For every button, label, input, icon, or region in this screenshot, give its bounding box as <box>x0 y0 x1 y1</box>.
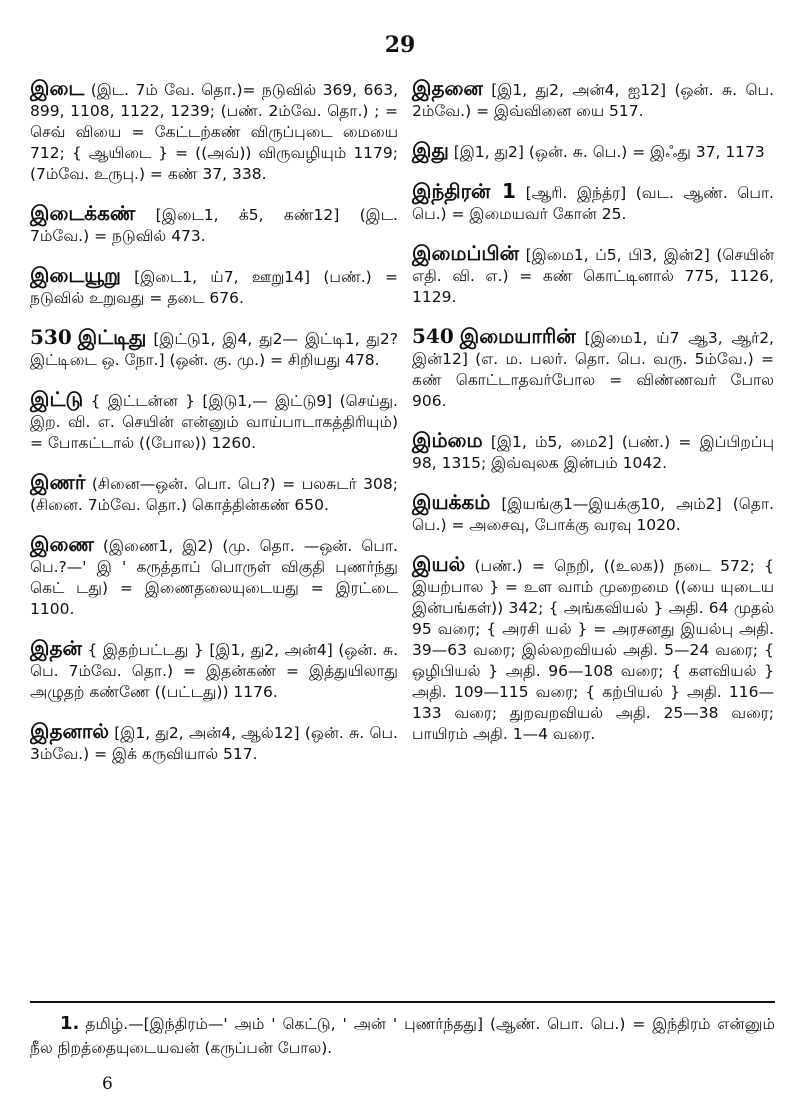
entry-definition: [இடை1, க்5, கண்12] (இட. 7ம்வே.) = நடுவில் 473. <box>30 206 398 245</box>
right-column <box>412 78 774 763</box>
footnote <box>30 1012 775 1060</box>
entry-number: 540 <box>412 324 454 348</box>
entry-headword: இது <box>412 138 449 162</box>
entry-headword: இடை <box>30 76 85 100</box>
entry-definition: (இணை1, இ2) (மு. தொ. —ஒன். பொ. பெ.?—' இ ' கருத்தாப் பொருள் விகுதி புணர்ந்து கெட் டது) = இணைதலையுடையது = இரட்டை 1100. <box>30 537 398 618</box>
entry-definition: [இட்டு1, இ4, து2— இட்டி1, து2? இட்டிடை ஒ. நோ.] (ஒன். கு. மு.) = சிறியது 478. <box>30 330 398 369</box>
dictionary-entry <box>30 472 398 516</box>
entry-number: 530 <box>30 325 72 349</box>
dictionary-entry <box>412 181 774 225</box>
entry-definition: [இமை1, ய்7 ஆ3, ஆர்2, இன்12] (எ. ம. பலர். தொ. பெ. வரு. 5ம்வே.) = கண் கொட்டாதவர்போல = விண்ணவர் போல 906. <box>412 329 774 410</box>
entry-definition: (இட. 7ம் வே. தொ.)= நடுவில் 369, 663, 899, 1108, 1122, 1239; (பண். 2ம்வே. தொ.) ; = செவ் வியை = கேட்டற்கண் விருப்புடை மையை 712; { ஆயிடை } = ((அவ்)) விருவழியும் 1179; (7ம்வே. உருபு.) = கண் 37, 338. <box>30 81 398 183</box>
dictionary-entry <box>412 243 774 308</box>
entry-headword: இமைப்பின் <box>412 241 519 265</box>
entry-headword: இட்டிது <box>77 325 147 349</box>
entry-headword: இந்திரன் 1 <box>412 179 516 203</box>
footnote-text: தமிழ்.—[இந்திரம்—' அம் ' கெட்டு, ' அன் ' புணர்ந்தது] (ஆண். பொ. பெ.) = இந்திரம் என்னும் நீல நிறத்தையுடையவன் (கருப்பன் போல). <box>30 1015 775 1057</box>
dictionary-entry <box>412 140 774 163</box>
entry-headword: இடையூறு <box>30 263 121 287</box>
entry-headword: இமையாரின் <box>459 324 576 348</box>
entry-definition: { இட்டன்ன } [இடு1,— இட்டு9] (செய்து. இற. வி. எ. செயின் என்னும் வாய்பாடாகத்திரியும்) = போகட்டால் ((போல)) 1260. <box>30 392 398 452</box>
entry-headword: இட்டு <box>30 387 84 411</box>
entry-definition: [இ1, து2, அன்4, ஆல்12] (ஒன். சு. பெ. 3ம்வே.) = இக் கருவியால் 517. <box>30 724 398 763</box>
entry-definition: [இமை1, ப்5, பி3, இன்2] (செயின் எதி. வி. எ.) = கண் கொட்டினால் 775, 1126, 1129. <box>412 246 774 306</box>
entry-headword: இதன் <box>30 636 82 660</box>
entry-headword: இதனால் <box>30 719 109 743</box>
entry-definition: [ஆரி. இந்த்ர] (வட. ஆண். பொ. பெ.) = இமையவர் கோன் 25. <box>412 184 774 223</box>
entry-definition: [இ1, து2] (ஒன். சு. பெ.) = இஃது 37, 1173 <box>453 143 765 161</box>
dictionary-entry <box>30 203 398 247</box>
dictionary-entry <box>30 534 398 620</box>
footnote-divider <box>30 1001 775 1003</box>
entry-headword: இயக்கம் <box>412 490 491 514</box>
entry-definition: [இடை1, ய்7, ஊறு14] (பண்.) = நடுவில் உறுவது = தடை 676. <box>30 268 398 307</box>
entry-headword: இணை <box>30 532 94 556</box>
dictionary-entry <box>412 326 774 412</box>
entry-headword: இயல் <box>412 552 466 576</box>
page-number: 29 <box>384 32 416 58</box>
signature-mark: 6 <box>102 1074 113 1094</box>
entry-definition: { இதற்பட்டது } [இ1, து2, அன்4] (ஒன். சு. பெ. 7ம்வே. தொ.) = இதன்கண் = இத்துயிலாது அழுதற் கண்ணே ((பட்டது)) 1176. <box>30 641 398 701</box>
dictionary-entry <box>30 638 398 703</box>
entry-definition: [இயங்கு1—இயக்கு10, அம்2] (தொ. பெ.) = அசைவு, போக்கு வரவு 1020. <box>412 495 774 534</box>
dictionary-entry <box>30 265 398 309</box>
entry-definition: (பண்.) = நெறி, ((உலக)) நடை 572; { இயற்பால } = உள வாம் முறைமை ((யை யுடைய இன்பங்கள்)) 342; { அங்கவியல் } அதி. 64 முதல் 95 வரை; { அரசி யல் } = அரசனது இயல்பு அதி. 39—63 வரை; இல்லறவியல் அதி. 5—24 வரை; { ஒழிபியல் } அதி. 96—108 வரை; { களவியல் } அதி. 109—115 வரை; { கற்பியல் } அதி. 116—133 வரை; துறவறவியல் அதி. 25—38 வரை; பாயிரம் அதி. 1—4 வரை. <box>412 557 774 743</box>
entry-headword: இடைக்கண் <box>30 201 136 225</box>
dictionary-entry <box>30 78 398 185</box>
left-column <box>30 78 398 783</box>
dictionary-entry <box>30 327 398 371</box>
entry-definition: [இ1, ம்5, மை2] (பண்.) = இப்பிறப்பு 98, 1315; இவ்வுலக இன்பம் 1042. <box>412 433 774 472</box>
dictionary-entry <box>30 721 398 765</box>
entry-headword: இதனை <box>412 76 483 100</box>
dictionary-entry <box>412 78 774 122</box>
entry-definition: [இ1, து2, அன்4, ஐ12] (ஒன். சு. பெ. 2ம்வே.) = இவ்வினை யை 517. <box>412 81 774 120</box>
entry-headword: இணர் <box>30 470 86 494</box>
dictionary-entry <box>30 389 398 454</box>
entry-definition: (சினை—ஒன். பொ. பெ?) = பலசுடர் 308; (சினை. 7ம்வே. தொ.) கொத்தின்கண் 650. <box>30 475 398 514</box>
entry-headword: இம்மை <box>412 428 483 452</box>
dictionary-entry <box>412 492 774 536</box>
footnote-mark: 1. <box>60 1013 80 1034</box>
dictionary-entry <box>412 554 774 745</box>
dictionary-entry <box>412 430 774 474</box>
